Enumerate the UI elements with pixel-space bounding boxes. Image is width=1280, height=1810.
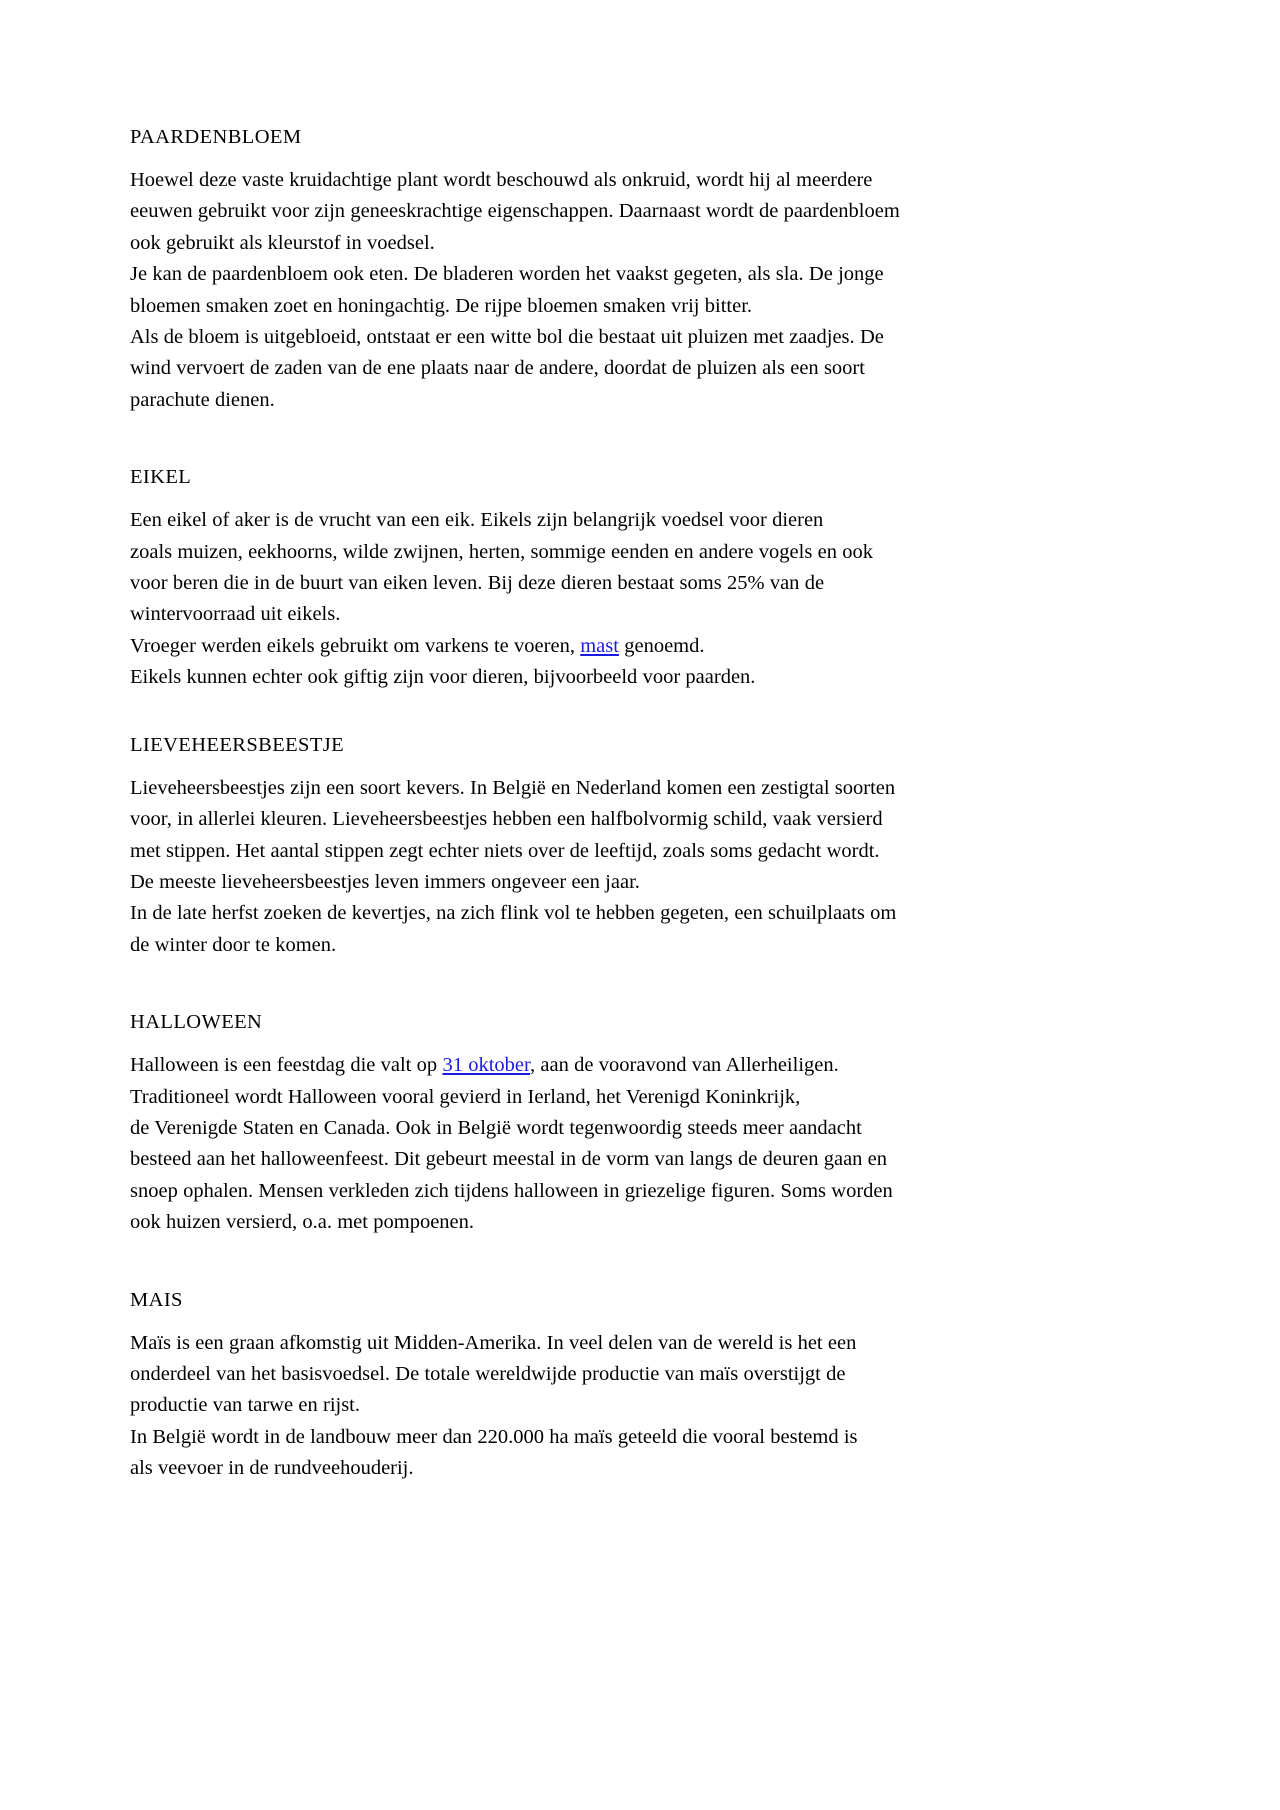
- section-lieveheersbeestje: [130, 730, 978, 961]
- text-line: Hoewel deze vaste kruidachtige plant wordt beschouwd als onkruid, wordt hij al meerdere: [130, 169, 873, 191]
- line-text-before: Vroeger werden eikels gebruikt om varkens te voeren,: [130, 634, 581, 657]
- text-line: de winter door te komen.: [130, 933, 337, 956]
- line-text-after: genoemd.: [618, 634, 705, 657]
- text-line: als veevoer in de rundveehouderij.: [130, 1457, 414, 1480]
- mast-link[interactable]: mast: [580, 634, 619, 657]
- text-line-with-link: [130, 631, 978, 662]
- text-line: voor beren die in de buurt van eiken leven. Bij deze dieren bestaat soms 25% van de: [130, 572, 825, 595]
- section-paardenbloem: [130, 122, 978, 416]
- text-line: Maïs is een graan afkomstig uit Midden-Amerika. In veel delen van de wereld is het een: [130, 1331, 857, 1354]
- section-heading-paardenbloem: PAARDENBLOEM: [130, 126, 302, 148]
- section-heading-mais: MAIS: [130, 1288, 183, 1311]
- text-line: eeuwen gebruikt voor zijn geneeskrachtige eigenschappen. Daarnaast wordt de paardenbloem: [130, 200, 900, 223]
- section-paragraph-mais: [130, 1328, 978, 1485]
- section-halloween: [130, 1007, 978, 1238]
- section-paragraph-halloween: [130, 1050, 978, 1238]
- section-eikel: [130, 462, 978, 693]
- text-line: Traditioneel wordt Halloween vooral gevierd in Ierland, het Verenigd Koninkrijk,: [130, 1085, 801, 1108]
- text-line: wintervoorraad uit eikels.: [130, 603, 341, 626]
- text-line: de Verenigde Staten en Canada. Ook in België wordt tegenwoordig steeds meer aandacht: [130, 1116, 862, 1139]
- text-line: In de late herfst zoeken de kevertjes, na zich flink vol te hebben gegeten, een schuilplaats om: [130, 902, 897, 925]
- text-line: productie van tarwe en rijst.: [130, 1394, 361, 1417]
- text-line: parachute dienen.: [130, 388, 275, 411]
- text-line: zoals muizen, eekhoorns, wilde zwijnen, herten, sommige eenden en andere vogels en ook: [130, 540, 873, 563]
- text-line: bloemen smaken zoet en honingachtig. De rijpe bloemen smaken vrij bitter.: [130, 294, 753, 317]
- text-line: onderdeel van het basisvoedsel. De totale wereldwijde productie van maïs overstijgt de: [130, 1362, 846, 1385]
- text-line: met stippen. Het aantal stippen zegt echter niets over de leeftijd, zoals soms gedacht wordt.: [130, 839, 880, 862]
- section-spacer: [130, 961, 978, 1007]
- text-line: voor, in allerlei kleuren. Lieveheersbeestjes hebben een halfbolvormig schild, vaak versierd: [130, 808, 883, 831]
- date-31-oktober-link[interactable]: 31 oktober: [442, 1054, 531, 1077]
- text-line: ook huizen versierd, o.a. met pompoenen.: [130, 1211, 475, 1234]
- document-body: [130, 122, 978, 1485]
- line-text-after: , aan de vooravond van Allerheiligen.: [530, 1054, 839, 1077]
- section-paragraph-lieveheersbeestje: [130, 773, 978, 961]
- section-spacer: [130, 1239, 978, 1285]
- section-mais: [130, 1285, 978, 1485]
- section-heading-lieveheersbeestje: LIEVEHEERSBEESTJE: [130, 733, 345, 756]
- text-line: Je kan de paardenbloem ook eten. De bladeren worden het vaakst gegeten, als sla. De jonge: [130, 263, 884, 286]
- line-text-before: Halloween is een feestdag die valt op: [130, 1054, 443, 1077]
- text-line: Eikels kunnen echter ook giftig zijn voor dieren, bijvoorbeeld voor paarden.: [130, 666, 756, 689]
- section-heading-eikel: EIKEL: [130, 466, 192, 489]
- section-spacer: [130, 694, 978, 730]
- section-paragraph-eikel: [130, 505, 978, 693]
- text-line: snoep ophalen. Mensen verkleden zich tijdens halloween in griezelige figuren. Soms worden: [130, 1179, 893, 1202]
- section-heading-halloween: HALLOWEEN: [130, 1011, 263, 1034]
- text-line: De meeste lieveheersbeestjes leven immers ongeveer een jaar.: [130, 870, 640, 893]
- text-line: Als de bloem is uitgebloeid, ontstaat er een witte bol die bestaat uit pluizen met zaadjes. De: [130, 326, 884, 349]
- section-paragraph-paardenbloem: [130, 165, 978, 416]
- text-line: besteed aan het halloweenfeest. Dit gebeurt meestal in de vorm van langs de deuren gaan en: [130, 1148, 888, 1171]
- text-line: wind vervoert de zaden van de ene plaats naar de andere, doordat de pluizen als een soort: [130, 357, 865, 380]
- text-line-with-link: [130, 1050, 978, 1081]
- text-line: Een eikel of aker is de vrucht van een eik. Eikels zijn belangrijk voedsel voor dieren: [130, 509, 824, 532]
- text-line: Lieveheersbeestjes zijn een soort kevers. In België en Nederland komen een zestigtal soorten: [130, 776, 896, 799]
- text-line: ook gebruikt als kleurstof in voedsel.: [130, 231, 435, 254]
- text-line: In België wordt in de landbouw meer dan 220.000 ha maïs geteeld die vooral bestemd is: [130, 1425, 858, 1448]
- section-spacer: [130, 416, 978, 462]
